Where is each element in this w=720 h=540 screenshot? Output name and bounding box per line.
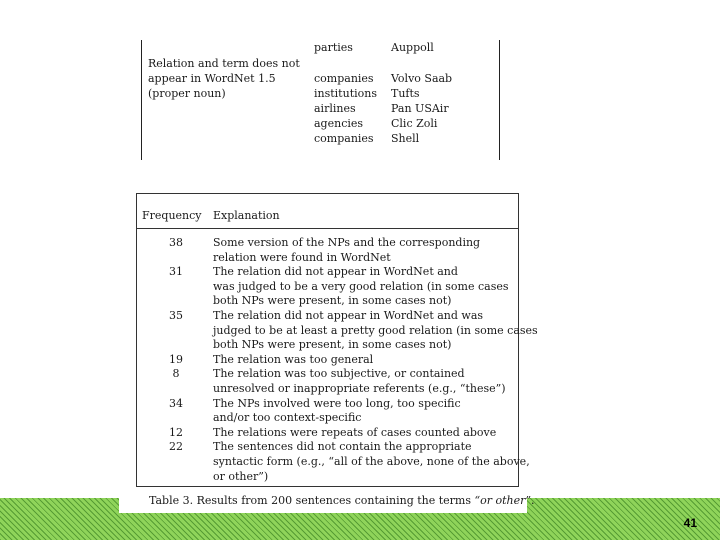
category-cell: companies [314,132,374,145]
header-rule [136,228,519,229]
results-table-image [119,193,538,513]
category-cell: agencies [314,117,364,130]
example-cell: Volvo Saab [391,72,453,85]
explanation-line: both NPs were present, in some cases not) [213,338,452,352]
explanation-line: was judged to be a very good relation (in some cases [213,279,509,293]
explanation-line: The relation did not appear in WordNet and [213,265,458,279]
explanation-line: and/or too context-specific [213,411,362,425]
explanation-line: unresolved or inappropriate referents (e.g., “these”) [213,382,506,395]
frequency-cell: 8 [172,367,180,381]
explanation-line: The relation did not appear in WordNet and was [213,309,484,322]
explanation-line: or other”) [213,469,269,483]
explanation-line: syntactic form (e.g., “all of the above, none of the above, [213,455,530,468]
explanation-line: The relation was too subjective, or contained [213,367,465,381]
example-cell: Shell [391,132,420,145]
frequency-cell: 19 [169,352,183,366]
table-right-border [499,40,500,160]
frequency-cell: 31 [169,265,183,279]
explanation-line: The sentences did not contain the appropriate [213,440,472,454]
page-number: 41 [683,516,697,530]
top-table-image [141,40,501,160]
partial-row-example: Auppoll [391,41,434,54]
caption-strip [119,494,535,513]
category-cell: companies [314,72,374,85]
left-label-line-3: (proper noun) [148,87,226,100]
frequency-cell: 35 [169,309,183,322]
frequency-cell: 38 [169,236,183,249]
explanation-line: Some version of the NPs and the corresponding [213,236,481,249]
left-label-line-2: appear in WordNet 1.5 [148,72,276,85]
explanation-line: both NPs were present, in some cases not) [213,294,452,308]
frequency-cell: 22 [169,440,183,454]
example-cell: Clic Zoli [391,117,438,130]
example-cell: Pan USAir [391,102,449,115]
partial-row-category: parties [314,41,353,54]
table-left-border [141,40,142,160]
explanation-line: relation were found in WordNet [213,250,391,264]
explanation-header: Explanation [213,209,280,222]
frequency-cell: 34 [169,396,183,410]
caption-text: Table 3. Results from 200 sentences containing the terms [149,494,475,507]
frequency-cell: 12 [169,425,183,439]
explanation-line: The relation was too general [213,352,374,366]
explanation-line: The NPs involved were too long, too specific [213,396,461,410]
caption-italic-term: “or other” [474,494,532,507]
frequency-header: Frequency [142,209,202,222]
category-cell: institutions [314,87,377,100]
explanation-line: The relations were repeats of cases counted above [213,425,497,439]
left-label-line-1: Relation and term does not [148,57,300,70]
explanation-line: judged to be at least a pretty good relation (in some cases [213,323,538,337]
caption-period: . [531,494,535,507]
category-cell: airlines [314,102,356,115]
table-caption [149,494,535,507]
example-cell: Tufts [391,87,420,100]
